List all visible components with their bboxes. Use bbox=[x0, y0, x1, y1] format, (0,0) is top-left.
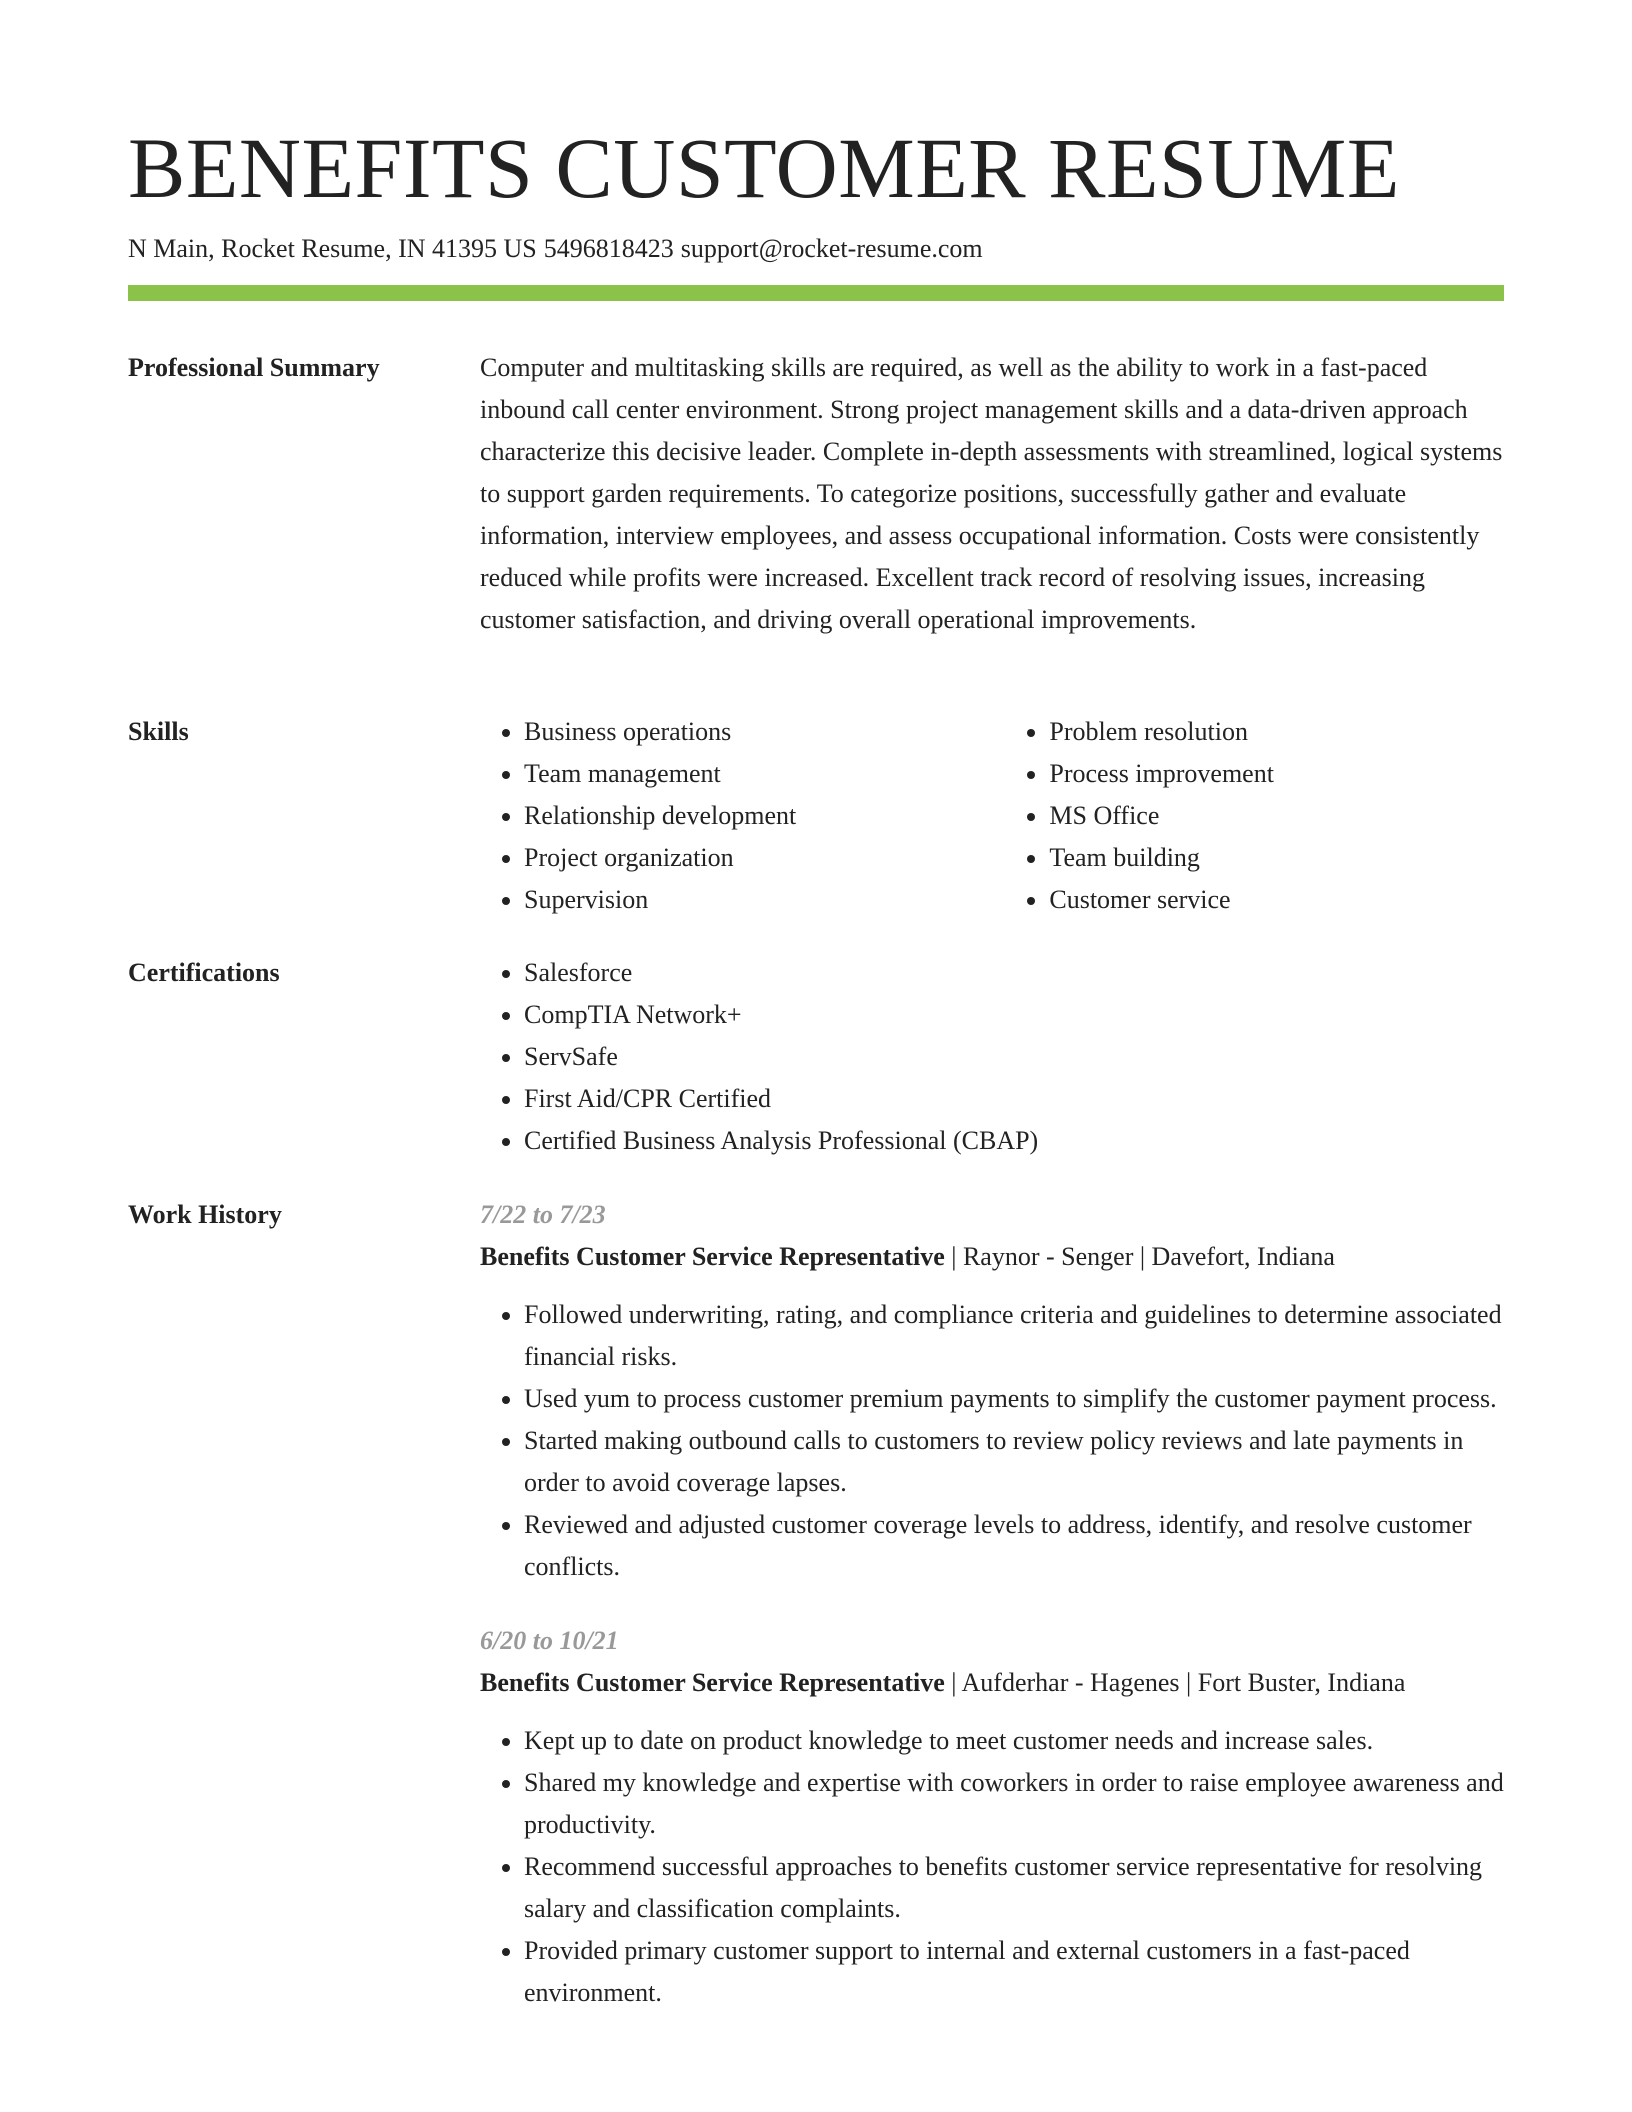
skills-list-left bbox=[480, 711, 1005, 921]
job-dates: 6/20 to 10/21 bbox=[480, 1626, 619, 1655]
contact-line bbox=[128, 230, 983, 268]
summary-text: Computer and multitasking skills are required, as well as the ability to work in a fast-paced inbound call center environment. Strong project management skills and a data-driven approach characterize this decisive leader. Complete in-depth assessments with streamlined, logical systems to support garden requirements. To categorize positions, successfully gather and evaluate information, interview employees, and assess occupational information. Costs were consistently reduced while profits were increased. Excellent track record of resolving issues, increasing customer satisfaction, and driving overall operational improvements. bbox=[480, 353, 1503, 634]
certification-item: • CompTIA Network+ bbox=[524, 994, 1504, 1036]
header-divider bbox=[128, 285, 1504, 301]
job-duty-item: • Followed underwriting, rating, and compliance criteria and guidelines to determine associated financial risks. bbox=[524, 1294, 1504, 1378]
work-history-body bbox=[480, 1194, 1504, 2014]
job-dates: 7/22 to 7/23 bbox=[480, 1200, 606, 1229]
job-duty-item: • Used yum to process customer premium payments to simplify the customer payment process. bbox=[524, 1378, 1504, 1420]
job-duties-list bbox=[480, 1720, 1504, 2014]
job-title: Benefits Customer Service Representative bbox=[480, 1242, 945, 1271]
job-duties-list bbox=[480, 1294, 1504, 1588]
certifications-body bbox=[480, 952, 1504, 1162]
job-employer-location: | Raynor - Senger | Davefort, Indiana bbox=[944, 1242, 1335, 1271]
skills-heading: Skills bbox=[128, 717, 189, 746]
certification-item: • ServSafe bbox=[524, 1036, 1504, 1078]
skill-item: • Problem resolution bbox=[1049, 711, 1504, 753]
certification-item: • Certified Business Analysis Professional (CBAP) bbox=[524, 1120, 1504, 1162]
skills-body bbox=[480, 711, 1504, 921]
job-title: Benefits Customer Service Representative bbox=[480, 1668, 945, 1697]
skills-list-right bbox=[1005, 711, 1504, 921]
skill-item: • Team building bbox=[1049, 837, 1504, 879]
job-title-line bbox=[480, 1236, 1504, 1278]
skill-item: • Business operations bbox=[524, 711, 1005, 753]
certification-item: • Salesforce bbox=[524, 952, 1504, 994]
job-title-line bbox=[480, 1662, 1504, 1704]
summary-heading: Professional Summary bbox=[128, 353, 380, 382]
summary-body bbox=[480, 347, 1504, 641]
skill-item: • Customer service bbox=[1049, 879, 1504, 921]
resume-title: BENEFITS CUSTOMER RESUME bbox=[128, 120, 1400, 216]
certifications-heading: Certifications bbox=[128, 958, 280, 987]
job-duty-item: • Reviewed and adjusted customer coverage levels to address, identify, and resolve customer conflicts. bbox=[524, 1504, 1504, 1588]
skill-item: • MS Office bbox=[1049, 795, 1504, 837]
work-history-heading: Work History bbox=[128, 1200, 282, 1229]
contact-email: support@rocket-resume.com bbox=[680, 234, 983, 263]
skill-item: • Relationship development bbox=[524, 795, 1005, 837]
job-duty-item: • Started making outbound calls to customers to review policy reviews and late payments in order to avoid coverage lapses. bbox=[524, 1420, 1504, 1504]
certification-item: • First Aid/CPR Certified bbox=[524, 1078, 1504, 1120]
job-duty-item: • Shared my knowledge and expertise with coworkers in order to raise employee awareness and productivity. bbox=[524, 1762, 1504, 1846]
job-duty-item: • Kept up to date on product knowledge to meet customer needs and increase sales. bbox=[524, 1720, 1504, 1762]
job-entry bbox=[480, 1620, 1504, 2014]
certifications-list bbox=[480, 952, 1504, 1162]
job-duty-item: • Recommend successful approaches to benefits customer service representative for resolving salary and classification complaints. bbox=[524, 1846, 1504, 1930]
skill-item: • Team management bbox=[524, 753, 1005, 795]
skill-item: • Process improvement bbox=[1049, 753, 1504, 795]
contact-address: N Main, Rocket Resume, IN 41395 US bbox=[128, 234, 537, 263]
skill-item: • Project organization bbox=[524, 837, 1005, 879]
contact-phone: 5496818423 bbox=[543, 234, 674, 263]
job-duty-item: • Provided primary customer support to internal and external customers in a fast-paced environment. bbox=[524, 1930, 1504, 2014]
skill-item: • Supervision bbox=[524, 879, 1005, 921]
job-employer-location: | Aufderhar - Hagenes | Fort Buster, Indiana bbox=[944, 1668, 1406, 1697]
job-entry bbox=[480, 1194, 1504, 1588]
